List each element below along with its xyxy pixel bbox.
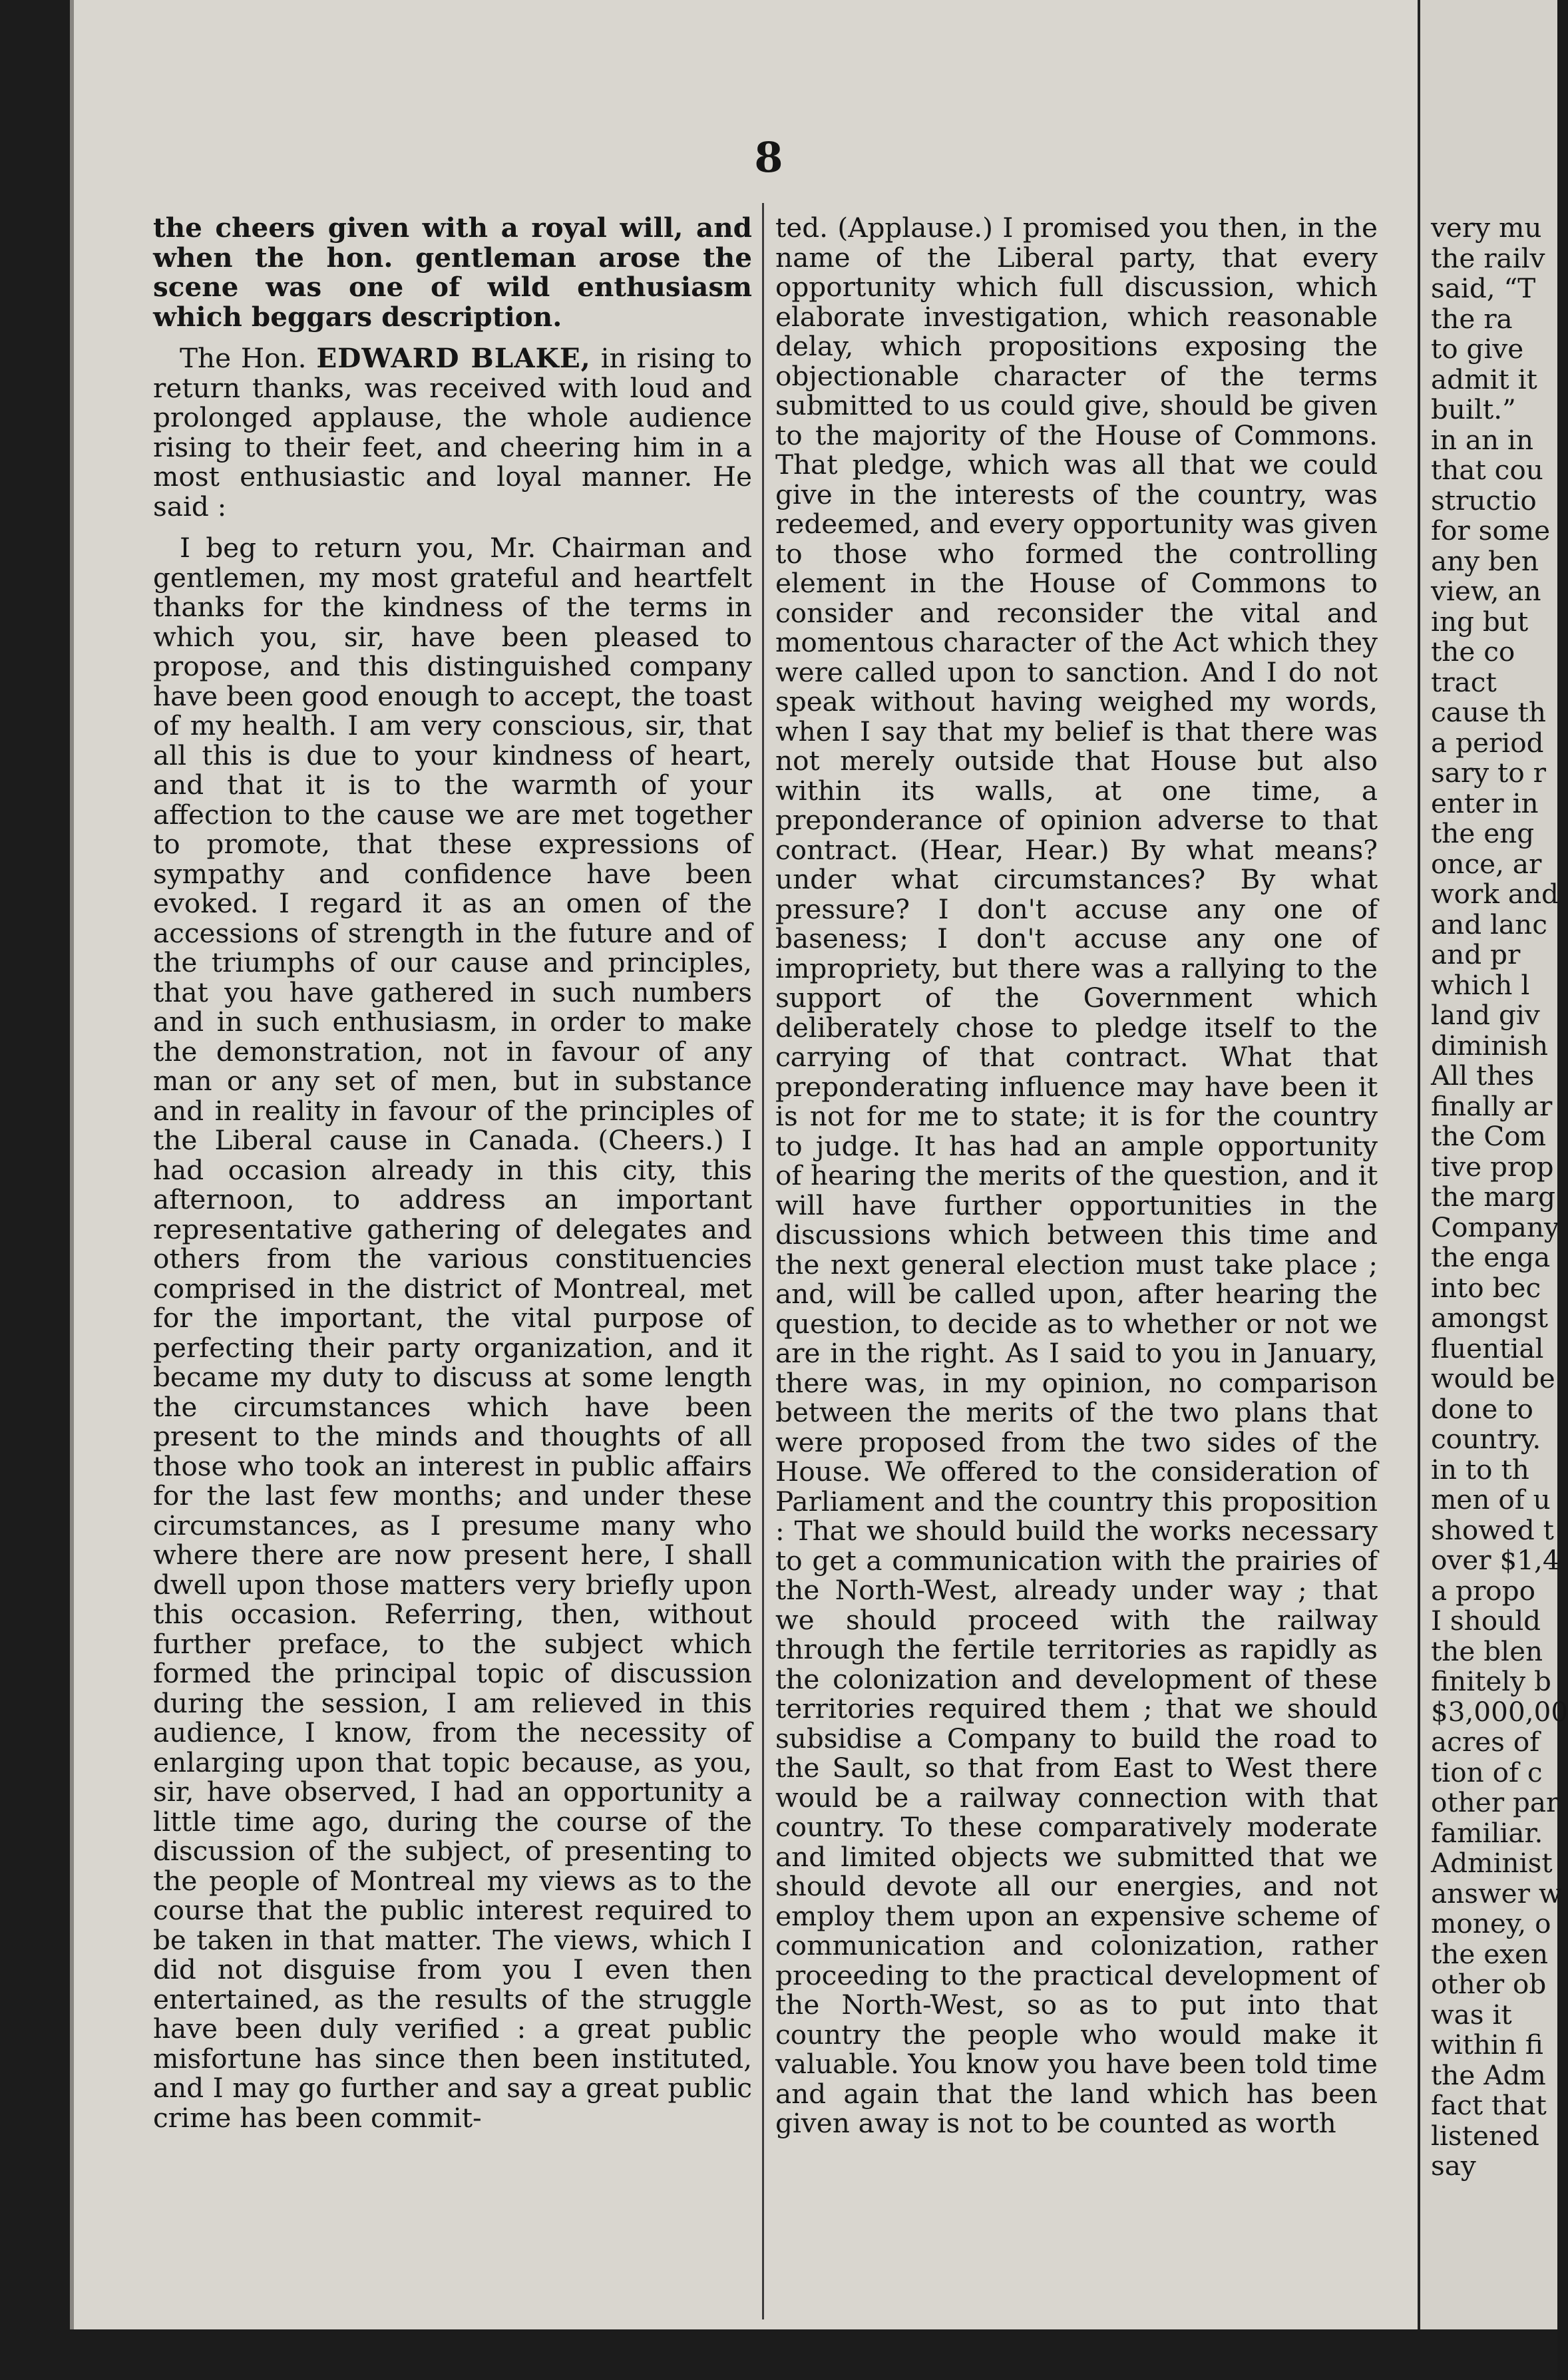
column-3-line: a propo xyxy=(1431,1574,1535,1607)
column-3-line: men of u xyxy=(1431,1484,1551,1515)
paragraph-speech-1: I beg to return you, Mr. Chairman and gentlemen, my most grateful and heartfelt thanks for the kindness of the terms in which you, sir, have been pleased to propose, and this distinguished company have been good enough to accept, the toast of my health. I am very conscious, sir, that all this is due to your kindness of heart, and that it is to the warmth of your affection to the cause we are met together to promote, that these expressions of sympathy and confidence have been evoked. I regard it as an omen of the accessions of strength in the future and of the triumphs of our cause and principles, that you have gathered in such numbers and in such enthusiasm, in order to make the demonstration, not in favour of any man or any set of men, but in substance and in reality in favour of the principles of the Liberal cause in Canada. (Cheers.) I had occasion already in this city, this afternoon, to address an important representative gathering of delegates and others from the various constituencies comprised in the district of Montreal, met for the important, the vital purpose of perfecting their party organization, and it became my duty to discuss at some length the circumstances which have been present to the minds and thoughts of all those who took an interest in public affairs for the last few months; and under these circumstances, as I presume many who where there are now present here, I shall dwell upon those matters very briefly upon this occasion. Referring, then, without further preface, to the subject which formed the principal topic of discussion during the session, I am relieved in this audience, I know, from the necessity of enlarging upon that topic because, as you, sir, have observed, I had an opportunity a little time ago, during the course of the discussion of the subject, of presenting to the people of Montreal my views as to the course that the public interest required to be taken in that matter. The views, which I did not disguise from you I even then entertained, as the results of the struggle have been duly verified : a great public misfortune has since then been instituted, and I may go further and say a great public crime has been commit- xyxy=(153,532,752,2134)
column-3-line: view, an xyxy=(1431,575,1541,607)
column-3-line: fluential xyxy=(1431,1332,1544,1364)
column-3-line: sary to r xyxy=(1431,757,1546,789)
column-3-line: finitely b xyxy=(1431,1665,1551,1697)
column-3-line: say xyxy=(1431,2150,1476,2182)
column-3-line: said, “T xyxy=(1431,272,1536,304)
column-3-line: tive prop xyxy=(1431,1150,1554,1183)
text-column-3-cropped xyxy=(1431,212,1568,2182)
column-3-line: the eng xyxy=(1431,817,1535,849)
text-column-1 xyxy=(153,213,752,2144)
column-3-line: finally ar xyxy=(1431,1090,1553,1122)
column-3-line: a period xyxy=(1431,726,1544,759)
paragraph-speech-2: ted. (Applause.) I promised you then, in the name of the Liberal party, that every opportunity which full discussion, which elaborate investigation, which reasonable delay, which propositions exposing the objectionable character of the terms submitted to us could give, should be given to the majority of the House of Commons. That pledge, which was all that we could give in the interests of the country, was redeemed, and every opportunity was given to those who formed the controlling element in the House of Commons to consider and reconsider the vital and momentous character of the Act which they were called upon to sanction. And I do not speak without having weighed my words, when I say that my belief is that there was not merely outside that House but also within its walls, at one time, a preponderance of opinion adverse to that contract. (Hear, Hear.) By what means? under what circumstances? By what pressure? I don't accuse any one of baseness; I don't accuse any one of impropriety, but there was a rallying to the support of the Government which deliberately chose to pledge itself to the carrying of that contract. What that preponderating influence may have been it is not for me to state; it is for the country to judge. It has had an ample opportunity of hearing the merits of the question, and it will have further opportunities in the discussions which between this time and the next general election must take place ; and, will be called upon, after hearing the question, to decide as to whether or not we are in the right. As I said to you in January, there was, in my opinion, no comparison between the merits of the two plans that were proposed from the two sides of the House. We offered to the consideration of Parliament and the country this proposition : That we should build the works necessary to get a communication with the prairies of the North-West, already under way ; that we should proceed with the railway through the fertile territories as rapidly as the colonization and development of these territories required them ; that we should subsidise a Company to build the road to the Sault, so that from East to West there would be a railway connection with that country. To these comparatively moderate and limited objects we submitted that we should devote all our energies, and not employ them upon an expensive scheme of communication and colonization, rather proceeding to the practical development of the North-West, so as to put into that country the people who would make it valuable. You know you have been told time and again that the land which has been given away is not to be counted as worth xyxy=(775,212,1378,2139)
column-3-line: fact that xyxy=(1431,2089,1547,2121)
page-number: 8 xyxy=(754,133,783,182)
speaker-title: The Hon. xyxy=(180,342,307,374)
column-3-line: All thes xyxy=(1431,1060,1535,1091)
column-3-line: which l xyxy=(1431,968,1530,1001)
speaker-name: EDWARD BLAKE, xyxy=(316,342,591,374)
column-3-line: any ben xyxy=(1431,544,1539,577)
column-3-line: ing but xyxy=(1431,605,1529,638)
column-3-line: over $1,4 xyxy=(1431,1544,1560,1576)
column-3-line: admit it xyxy=(1431,363,1537,395)
column-3-line: money, o xyxy=(1431,1907,1551,1939)
column-3-line: would be xyxy=(1431,1362,1555,1394)
column-3-line: acres of xyxy=(1431,1726,1540,1758)
column-3-line: in to th xyxy=(1431,1453,1529,1486)
column-3-line: the co xyxy=(1431,636,1515,668)
column-3-line: very mu xyxy=(1431,212,1542,244)
column-3-line: enter in xyxy=(1431,787,1539,819)
column-3-line: tion of c xyxy=(1431,1756,1543,1788)
column-3-line: into bec xyxy=(1431,1271,1541,1304)
column-3-line: work and xyxy=(1431,878,1559,910)
paragraph-speaker-intro xyxy=(153,343,752,521)
column-3-line: the Com xyxy=(1431,1120,1546,1152)
column-3-line: structio xyxy=(1431,484,1537,516)
column-3-line: diminish xyxy=(1431,1029,1549,1062)
column-3-line: the Adm xyxy=(1431,2059,1546,2091)
column-3-line: the exen xyxy=(1431,1937,1549,1970)
column-3-line: other ob xyxy=(1431,1968,1547,2000)
column-3-line: was it xyxy=(1431,1998,1512,2031)
column-3-line: the railv xyxy=(1431,242,1545,274)
column-3-line: $3,000,00 xyxy=(1431,1695,1568,1728)
column-3-line: that cou xyxy=(1431,454,1543,486)
column-3-line: tract xyxy=(1431,666,1497,698)
column-3-line: and lanc xyxy=(1431,908,1547,940)
column-3-line: land giv xyxy=(1431,999,1540,1031)
column-3-line: amongst xyxy=(1431,1302,1549,1334)
column-3-line: for some xyxy=(1431,514,1551,546)
column-3-line: cause th xyxy=(1431,696,1546,728)
column-3-line: the blen xyxy=(1431,1635,1543,1667)
column-3-line: and pr xyxy=(1431,938,1521,970)
column-3-line: answer w xyxy=(1431,1877,1562,1909)
column-3-line: built.” xyxy=(1431,393,1516,425)
column-divider xyxy=(762,203,764,2319)
column-3-line: Administ xyxy=(1431,1847,1553,1879)
column-3-line: once, ar xyxy=(1431,847,1542,880)
column-3-line: the marg xyxy=(1431,1181,1556,1213)
column-3-line: the ra xyxy=(1431,302,1513,335)
column-3-line: I should xyxy=(1431,1605,1541,1637)
paragraph-intro: the cheers given with a royal will, and when the hon. gentleman arose the scene was one of wild enthusiasm which beggars description. xyxy=(153,212,752,333)
column-3-line: other par xyxy=(1431,1786,1559,1818)
speaker-intro-text: in rising to return thanks, was received with loud and prolonged applause, the whole audience rising to their feet, and cheering him in a most enthusiastic and loyal manner. He said : xyxy=(153,342,752,522)
column-3-line: done to xyxy=(1431,1392,1533,1425)
column-3-line: Company xyxy=(1431,1211,1559,1243)
column-3-line: in an in xyxy=(1431,423,1534,456)
column-3-line: country. xyxy=(1431,1423,1541,1455)
column-3-line: within fi xyxy=(1431,2029,1543,2061)
column-3-line: listened xyxy=(1431,2119,1539,2152)
column-3-line: to give xyxy=(1431,333,1524,365)
column-3-line: familiar. xyxy=(1431,1816,1543,1849)
column-3-line: the enga xyxy=(1431,1241,1551,1273)
text-column-2 xyxy=(775,213,1378,2150)
column-3-line: showed t xyxy=(1431,1513,1554,1546)
